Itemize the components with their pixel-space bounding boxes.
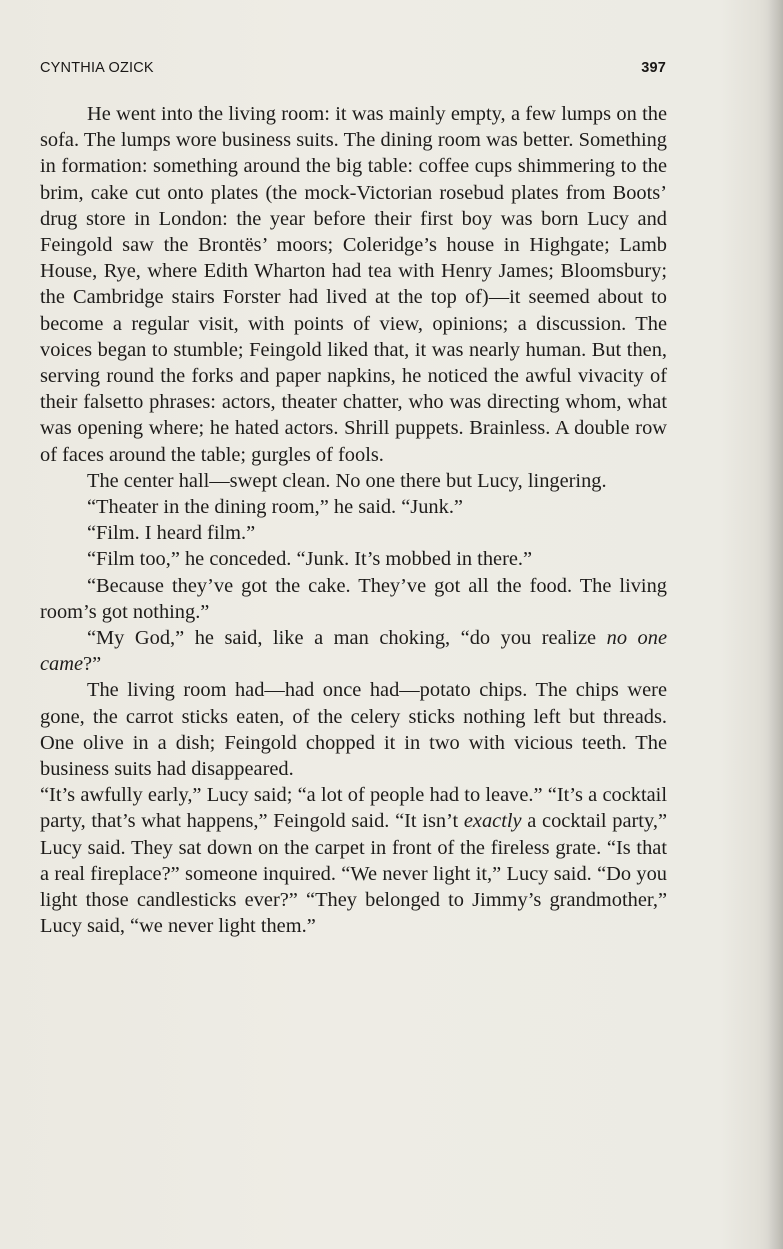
paragraph-potato-chips: The living room had—had once had—potato chips. The chips were gone, the carrot sticks eaten, of the celery sticks nothing left but threads. One olive in a dish; Feingold chopped it in two with vicious teeth. The business suits had disappeared.: [40, 679, 667, 781]
paragraph-center-hall: The center hall—swept clean. No one there but Lucy, lingering.: [87, 469, 607, 492]
paragraph-living-room: He went into the living room: it was mainly empty, a few lumps on the sofa. The lumps wore business suits. The dining room was better. Something in formation: something around the big table: coffee cups shimmering to the brim, cake cut onto plates (the mock-Victorian rosebud plates from Boots’ drug store in London: the year before their first boy was born Lucy and Feingold saw the Brontës’ moors; Coleridge’s house in Highgate; Lamb House, Rye, where Edith Wharton had tea with Henry James; Bloomsbury; the Cambridge stairs Forster had lived at the top of)—it seemed about to become a regular visit, with points of view, opinions; a discussion. The voices began to stumble; Feingold liked that, it was nearly human. But then, serving round the forks and paper napkins, he noticed the awful vivacity of their falsetto phrases: actors, theater chatter, who was directing whom, what was opening where; he hated actors. Shrill puppets. Brainless. A double row of faces around the table; gurgles of fools.: [40, 103, 667, 466]
page-number: 397: [641, 60, 666, 76]
paragraph-theater-dialogue: “Theater in the dining room,” he said. “Junk.”: [87, 496, 463, 519]
page-gutter-edge: [767, 0, 783, 1249]
paragraph-film-too-dialogue: “Film too,” he conceded. “Junk. It’s mobbed in there.”: [87, 548, 533, 571]
paragraph-no-one-came: [40, 625, 667, 677]
paragraph-cake-dialogue: “Because they’ve got the cake. They’ve got all the food. The living room’s got nothing.”: [40, 574, 667, 623]
emphasis-text: exactly: [463, 810, 522, 833]
dialogue-text: ?”: [83, 653, 102, 676]
dialogue-text: a cocktail party,” Lucy said. They sat down on the carpet in front of the fireless grate. “Is that a real fireplace?” someone inquired. “We never light it,” Lucy said. “Do you light those candlesticks ever?” “They belonged to Jimmy’s grandmother,” Lucy said, “we never light them.”: [40, 810, 667, 938]
dialogue-text: “It’s awfully early,” Lucy said; “a lot of people had to leave.” “It’s a cocktail party, that’s what happens,” Feingold said. “It isn’t: [40, 784, 667, 833]
body-text: [40, 101, 667, 940]
paragraph-cocktail-party: [40, 782, 667, 939]
paragraph-film-dialogue: “Film. I heard film.”: [87, 522, 256, 545]
emphasis-text: no one came: [40, 627, 667, 676]
dialogue-text: “My God,” he said, like a man choking, “do you realize: [87, 627, 607, 650]
running-head: [40, 60, 666, 80]
running-head-author: CYNTHIA OZICK: [40, 60, 154, 76]
